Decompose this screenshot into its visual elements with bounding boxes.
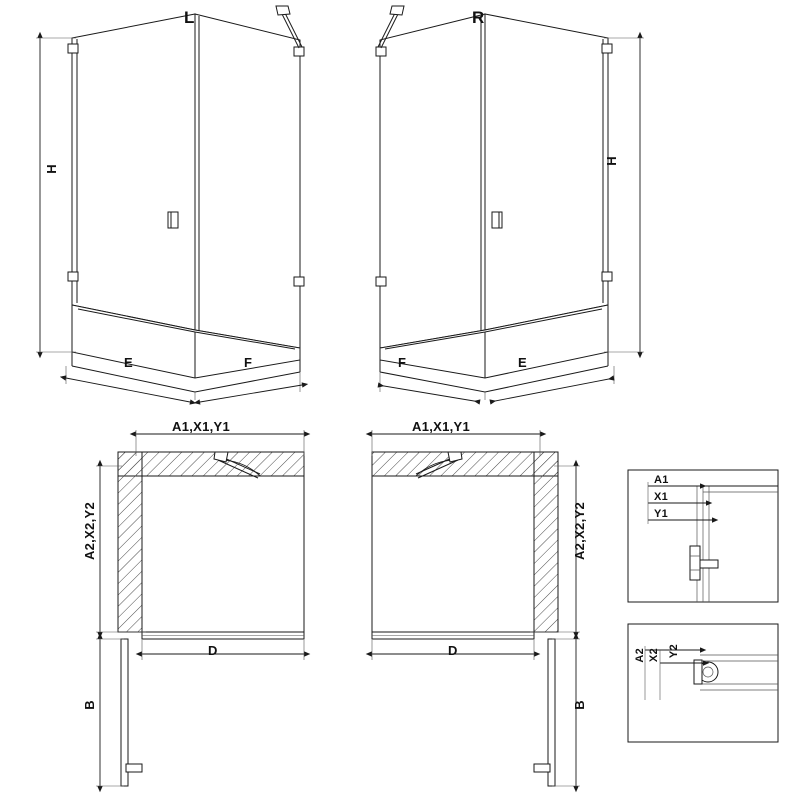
plan-left-door-dim: B (82, 700, 97, 710)
detail-view-bottom (628, 624, 778, 742)
detail-view-top (628, 470, 778, 602)
plan-right-side-dim: A2,X2,Y2 (572, 502, 587, 561)
detail-bottom-label-y2: Y2 (668, 644, 680, 659)
plan-left-inner-dim: D (208, 643, 218, 658)
plan-left-side-dim: A2,X2,Y2 (82, 502, 97, 561)
iso-right-base-dim-f: F (398, 355, 407, 370)
plan-view-left (96, 430, 380, 786)
iso-view-right (376, 6, 644, 402)
iso-right-height-dim: H (604, 156, 619, 166)
detail-bottom-label-x2: X2 (648, 648, 660, 663)
iso-left-height-dim: H (44, 164, 59, 174)
detail-top-label-x1: X1 (654, 491, 669, 503)
iso-right-title: R (472, 8, 485, 27)
detail-top-label-y1: Y1 (654, 508, 669, 520)
plan-view-right (372, 430, 580, 786)
plan-right-door-dim: B (572, 700, 587, 710)
iso-left-title: L (184, 8, 195, 27)
iso-view-left (36, 6, 304, 402)
plan-right-inner-dim: D (448, 643, 458, 658)
iso-left-base-dim-e: E (124, 355, 133, 370)
plan-left-top-dim: A1,X1,Y1 (172, 419, 231, 434)
iso-right-base-dim-e: E (518, 355, 527, 370)
iso-left-base-dim-f: F (244, 355, 253, 370)
plan-right-top-dim: A1,X1,Y1 (412, 419, 471, 434)
detail-bottom-label-a2: A2 (634, 648, 646, 663)
detail-top-label-a1: A1 (654, 474, 669, 486)
